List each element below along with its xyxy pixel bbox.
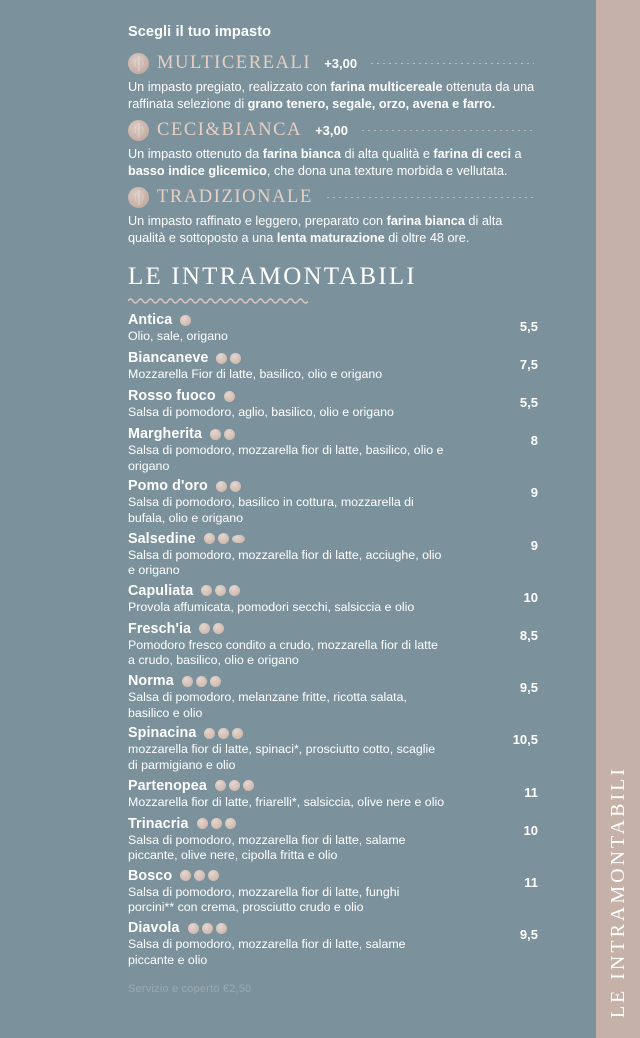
pizza-items-list bbox=[128, 311, 538, 971]
allergen-badges bbox=[199, 623, 224, 634]
allergen-icon bbox=[218, 728, 229, 739]
menu-item[interactable] bbox=[128, 777, 538, 815]
dough-option-name: CECI&BIANCA bbox=[157, 119, 303, 140]
allergen-icon bbox=[215, 780, 226, 791]
allergen-icon bbox=[224, 391, 235, 402]
menu-item-head bbox=[128, 778, 538, 794]
menu-item-price: 11 bbox=[524, 784, 538, 800]
menu-item-price: 10 bbox=[523, 822, 538, 838]
menu-item-head bbox=[128, 531, 538, 547]
dough-option bbox=[128, 49, 538, 112]
allergen-icon bbox=[216, 353, 227, 364]
allergen-badges bbox=[188, 923, 227, 934]
side-tab[interactable] bbox=[596, 0, 640, 1038]
allergen-icon bbox=[182, 676, 193, 687]
menu-item-description: Salsa di pomodoro, mozzarella fior di latte, salame piccante, olive nere, cipolla fritta e olio bbox=[128, 832, 406, 863]
allergen-icon bbox=[243, 780, 254, 791]
allergen-icon bbox=[194, 870, 205, 881]
allergen-icon bbox=[210, 429, 221, 440]
menu-item-price: 8,5 bbox=[519, 627, 538, 643]
allergen-badges bbox=[210, 429, 235, 440]
dough-option-description: Un impasto pregiato, realizzato con farina multicereale ottenuta da una raffinata selezione di grano tenero, segale, orzo, avena e farro. bbox=[128, 80, 535, 111]
menu-item[interactable] bbox=[128, 620, 538, 672]
menu-item-head bbox=[128, 350, 538, 366]
menu-item-name: Fresch'ia bbox=[128, 620, 192, 637]
dough-option-price: +3,00 bbox=[315, 122, 348, 138]
allergen-badges bbox=[216, 481, 241, 492]
menu-item-description: Mozzarella Fior di latte, basilico, olio e origano bbox=[128, 367, 383, 381]
dough-option-description: Un impasto ottenuto da farina bianca di alta qualità e farina di ceci a basso indice glicemico, che dona una texture morbida e vellutata. bbox=[128, 147, 522, 178]
menu-item-description: Salsa di pomodoro, basilico in cottura, mozzarella di bufala, olio e origano bbox=[128, 495, 414, 525]
allergen-icon bbox=[188, 923, 199, 934]
menu-item-name: Norma bbox=[128, 673, 174, 689]
menu-item[interactable] bbox=[128, 477, 538, 529]
menu-item-description: Salsa di pomodoro, mozzarella fior di latte, acciughe, olio e origano bbox=[128, 547, 442, 578]
menu-item-head bbox=[128, 725, 538, 741]
allergen-icon bbox=[229, 780, 240, 791]
menu-item[interactable] bbox=[128, 425, 538, 477]
menu-item-name: Rosso fuoco bbox=[128, 388, 216, 404]
menu-item-price: 5,5 bbox=[519, 319, 538, 334]
allergen-badges bbox=[182, 676, 221, 687]
menu-item-name: Spinacina bbox=[128, 725, 197, 742]
menu-item-head bbox=[128, 868, 538, 884]
allergen-badges bbox=[204, 728, 243, 739]
menu-item-name: Bosco bbox=[128, 867, 173, 884]
allergen-icon bbox=[180, 315, 191, 326]
dough-option bbox=[128, 183, 538, 246]
allergen-icon bbox=[229, 585, 240, 596]
allergen-icon bbox=[218, 533, 229, 544]
menu-item[interactable] bbox=[128, 582, 538, 620]
menu-item-price: 11 bbox=[524, 874, 538, 890]
menu-item-price: 7,5 bbox=[519, 357, 538, 372]
menu-item-head bbox=[128, 478, 538, 494]
menu-item-name: Trinacria bbox=[128, 815, 189, 832]
menu-item-description: Salsa di pomodoro, mozzarella fior di latte, salame piccante e olio bbox=[128, 937, 406, 967]
dough-option-row[interactable] bbox=[128, 49, 538, 77]
menu-item-price: 10,5 bbox=[512, 732, 538, 748]
menu-section bbox=[128, 264, 538, 995]
allergen-icon bbox=[230, 481, 241, 492]
side-tab-label: LE INTRAMONTABILI bbox=[606, 765, 629, 1018]
allergen-icon bbox=[180, 870, 191, 881]
menu-item-name: Antica bbox=[128, 312, 173, 328]
dotted-leader bbox=[325, 197, 534, 198]
menu-item-price: 8 bbox=[530, 433, 538, 448]
allergen-icon bbox=[216, 481, 227, 492]
allergen-icon bbox=[225, 818, 236, 829]
menu-item[interactable] bbox=[128, 919, 538, 971]
allergen-badges bbox=[204, 533, 245, 544]
menu-item[interactable] bbox=[128, 672, 538, 724]
menu-item-description: Salsa di pomodoro, mozzarella fior di latte, basilico, olio e origano bbox=[128, 443, 444, 473]
allergen-icon bbox=[208, 870, 219, 881]
menu-item-head bbox=[128, 312, 538, 328]
menu-item-description: mozzarella fior di latte, spinaci*, prosciutto cotto, scaglie di parmigiano e olio bbox=[128, 742, 436, 772]
wheat-grain-icon bbox=[128, 53, 149, 74]
menu-item-price: 9,5 bbox=[519, 927, 538, 942]
menu-item-name: Pomo d'oro bbox=[128, 478, 208, 495]
menu-item-description: Olio, sale, origano bbox=[128, 329, 228, 343]
dotted-leader bbox=[360, 130, 534, 131]
dough-section-heading: Scegli il tuo impasto bbox=[128, 24, 272, 40]
allergen-badges bbox=[180, 870, 219, 881]
menu-item-description: Pomodoro fresco condito a crudo, mozzarella fior di latte a crudo, basilico, olio e origano bbox=[128, 637, 438, 668]
service-charge-note: Servizio e coperto €2,50 bbox=[128, 983, 252, 996]
menu-item-description: Provola affumicata, pomodori secchi, salsiccia e olio bbox=[128, 599, 415, 614]
menu-item[interactable] bbox=[128, 311, 538, 349]
dough-option-name: MULTICEREALI bbox=[157, 52, 312, 73]
dough-options-list bbox=[128, 49, 538, 246]
menu-item[interactable] bbox=[128, 815, 538, 867]
allergen-icon bbox=[204, 533, 215, 544]
menu-item[interactable] bbox=[128, 724, 538, 776]
wheat-grain-icon bbox=[128, 187, 149, 208]
menu-item[interactable] bbox=[128, 349, 538, 387]
wavy-divider-icon bbox=[128, 296, 308, 305]
allergen-icon bbox=[216, 923, 227, 934]
allergen-icon bbox=[201, 585, 212, 596]
allergen-badges bbox=[216, 353, 241, 364]
dough-option-row[interactable] bbox=[128, 116, 538, 144]
allergen-icon bbox=[213, 623, 224, 634]
menu-item[interactable] bbox=[128, 530, 538, 582]
side-tab-label-wrap bbox=[596, 766, 640, 1018]
menu-item-name: Partenopea bbox=[128, 777, 207, 794]
menu-item-name: Biancaneve bbox=[128, 350, 209, 366]
menu-item-description: Salsa di pomodoro, melanzane fritte, ricotta salata, basilico e olio bbox=[128, 690, 407, 720]
allergen-badges bbox=[224, 391, 235, 402]
wheat-grain-icon bbox=[128, 120, 149, 141]
menu-item-head bbox=[128, 920, 538, 936]
menu-item-name: Diavola bbox=[128, 920, 180, 936]
menu-item-head bbox=[128, 621, 538, 637]
dough-option-row[interactable] bbox=[128, 183, 538, 211]
section-title: LE INTRAMONTABILI bbox=[128, 263, 417, 290]
allergen-icon bbox=[215, 585, 226, 596]
allergen-icon bbox=[197, 818, 208, 829]
allergen-icon bbox=[224, 429, 235, 440]
allergen-icon bbox=[232, 728, 243, 739]
menu-item-head bbox=[128, 426, 538, 442]
allergen-icon bbox=[202, 923, 213, 934]
menu-item-head bbox=[128, 673, 538, 689]
allergen-icon bbox=[196, 676, 207, 687]
menu-item-description: Salsa di pomodoro, aglio, basilico, olio e origano bbox=[128, 405, 394, 419]
menu-item-name: Salsedine bbox=[128, 530, 196, 547]
menu-item-price: 9,5 bbox=[519, 680, 538, 695]
menu-item-description: Mozzarella fior di latte, friarelli*, salsiccia, olive nere e olio bbox=[128, 794, 445, 809]
dotted-leader bbox=[369, 63, 534, 64]
dough-option-name: TRADIZIONALE bbox=[157, 186, 313, 207]
allergen-icon bbox=[211, 818, 222, 829]
menu-item-price: 5,5 bbox=[519, 395, 538, 410]
menu-item-name: Margherita bbox=[128, 426, 203, 442]
menu-item-name: Capuliata bbox=[128, 582, 194, 599]
allergen-icon bbox=[199, 623, 210, 634]
dough-option bbox=[128, 116, 538, 179]
menu-item-price: 10 bbox=[523, 589, 538, 605]
allergen-icon bbox=[204, 728, 215, 739]
menu-item-head bbox=[128, 388, 538, 404]
menu-item[interactable] bbox=[128, 867, 538, 919]
allergen-badges bbox=[201, 585, 240, 596]
menu-item-head bbox=[128, 583, 538, 599]
dough-option-price: +3,00 bbox=[324, 55, 358, 71]
dough-option-description: Un impasto raffinato e leggero, preparato con farina bianca di alta qualità e sottoposto a una lenta maturazione di oltre 48 ore. bbox=[128, 214, 503, 245]
menu-item[interactable] bbox=[128, 387, 538, 425]
allergen-icon bbox=[230, 353, 241, 364]
allergen-icon bbox=[210, 676, 221, 687]
allergen-badges bbox=[180, 315, 191, 326]
fish-allergen-icon bbox=[232, 535, 245, 543]
menu-item-description: Salsa di pomodoro, mozzarella fior di latte, funghi porcini** con crema, prosciutto crudo e olio bbox=[128, 884, 400, 915]
menu-item-head bbox=[128, 816, 538, 832]
menu-item-price: 9 bbox=[530, 537, 538, 553]
allergen-badges bbox=[197, 818, 236, 829]
allergen-badges bbox=[215, 780, 254, 791]
menu-item-price: 9 bbox=[530, 485, 538, 501]
